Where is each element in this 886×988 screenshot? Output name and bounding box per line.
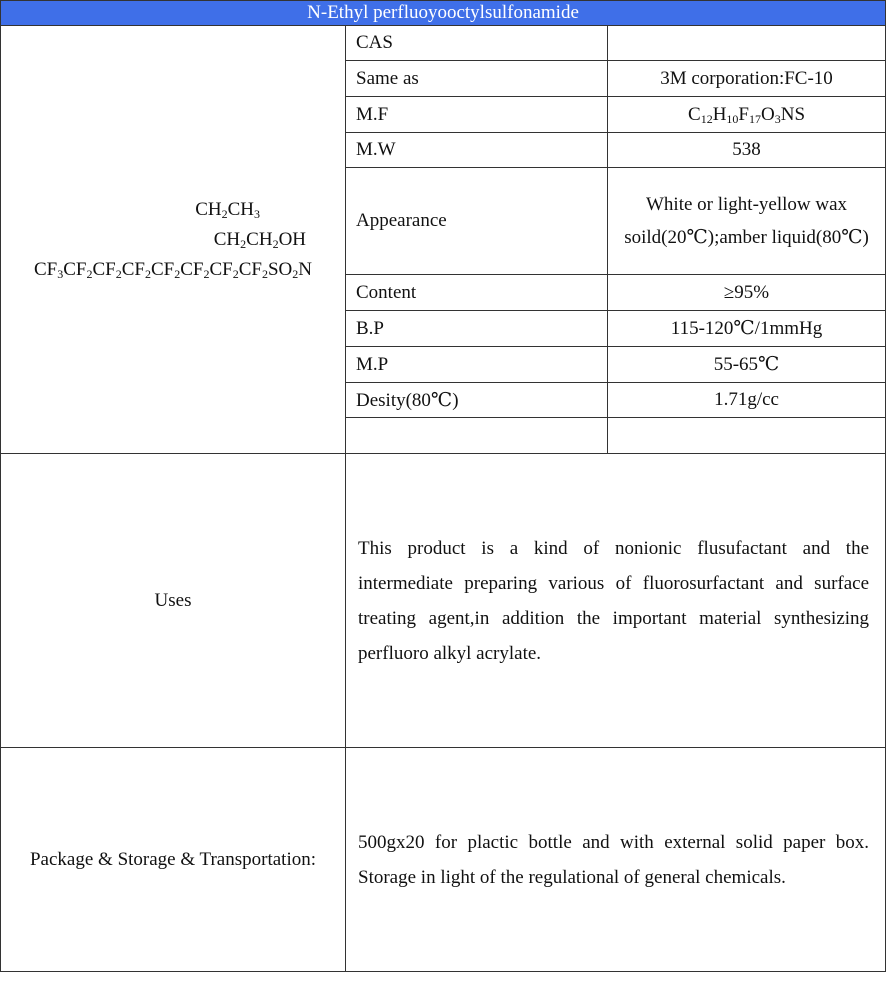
property-label: Content	[346, 275, 608, 311]
formula-line-1: $CH_2CH_3$	[195, 198, 261, 221]
property-value: 538	[608, 133, 886, 168]
property-value: 1.71g/cc	[608, 383, 886, 418]
property-label: B.P	[346, 311, 608, 347]
property-label: M.W	[346, 133, 608, 168]
property-value: White or light-yellow wax soild(20℃);amber liquid(80℃)	[608, 168, 886, 275]
molecular-formula-value: $C_{12}H_{10}F_{17}O_3NS$	[608, 97, 886, 133]
uses-label: Uses	[1, 454, 346, 748]
uses-text: This product is a kind of nonionic flusufactant and the intermediate preparing various of fluorosurfactant and surface treating agent,in addition the important material synthesizing perfluoro alkyl acrylate.	[346, 454, 886, 748]
formula-line-3: $CF_3CF_2CF_2CF_2CF_2CF_2CF_2CF_2SO_2N$	[33, 258, 313, 281]
property-value: 115-120℃/1mmHg	[608, 311, 886, 347]
property-value	[608, 418, 886, 454]
package-label: Package & Storage & Transportation:	[1, 748, 346, 972]
package-text: 500gx20 for plactic bottle and with external solid paper box. Storage in light of the regulational of general chemicals.	[346, 748, 886, 972]
package-row	[1, 748, 886, 972]
formula-line-2: $CH_2CH_2OH$	[213, 228, 307, 251]
property-value	[608, 26, 886, 61]
uses-row	[1, 454, 886, 748]
property-label: M.P	[346, 347, 608, 383]
property-label: M.F	[346, 97, 608, 133]
property-label: Desity(80℃)	[346, 383, 608, 418]
structural-formula	[34, 195, 312, 285]
title-row	[1, 1, 886, 26]
property-label: Appearance	[346, 168, 608, 275]
structural-formula-cell	[1, 26, 346, 454]
property-value: 3M corporation:FC-10	[608, 61, 886, 97]
property-label	[346, 418, 608, 454]
property-label: Same as	[346, 61, 608, 97]
property-row-cas	[1, 26, 886, 61]
property-label: CAS	[346, 26, 608, 61]
property-value: ≥95%	[608, 275, 886, 311]
product-title: N-Ethyl perfluoyooctylsulfonamide	[1, 1, 886, 26]
property-value: 55-65℃	[608, 347, 886, 383]
